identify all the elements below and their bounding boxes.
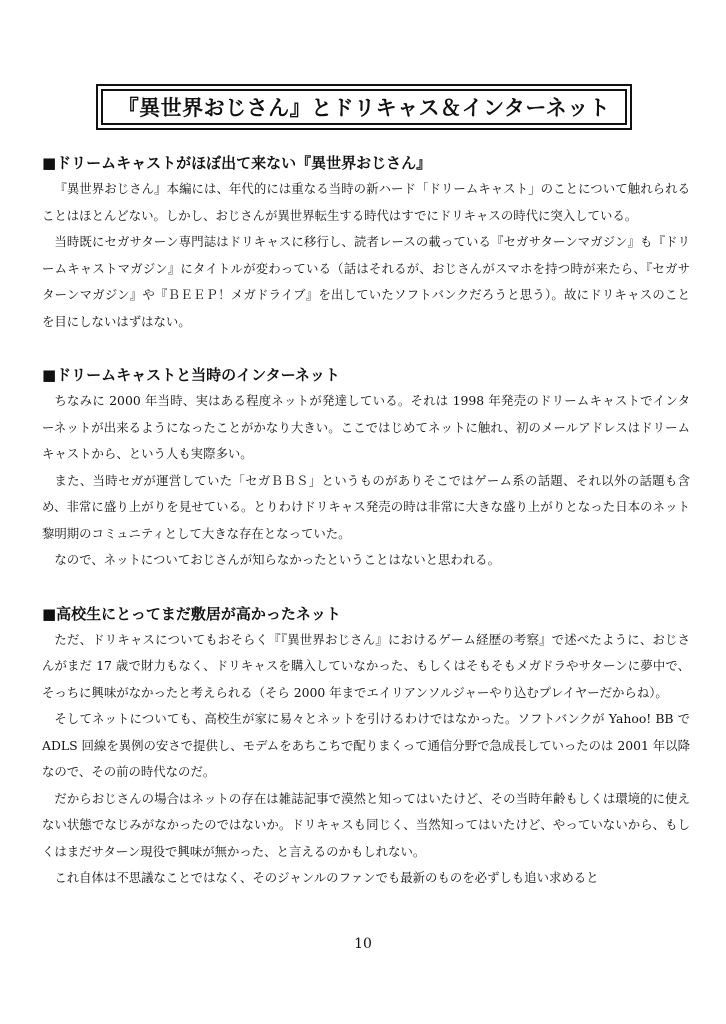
section-heading: ■ドリームキャストがほぼ出て来ない『異世界おじさん』 xyxy=(42,154,432,172)
page-title: 『異世界おじさん』とドリキャス＆インターネット xyxy=(117,95,611,120)
paragraph: 『異世界おじさん』本編には、年代的には重なる当時の新ハード「ドリームキャスト」のことについて触れられることはほとんどない。しかし、おじさんが異世界転生する時代はすでにドリキャスの時代に突入している。 xyxy=(42,181,690,223)
paragraph: これ自体は不思議なことではなく、そのジャンルのファンでも最新のものを必ずしも追い求めると xyxy=(54,870,599,885)
page-number: 10 xyxy=(354,936,372,952)
section-dreamcast-internet xyxy=(42,362,690,574)
paragraph: また、当時セガが運営していた「セガＢＢＳ」というものがありそこではゲーム系の話題、それ以外の話題も含め、非常に盛り上がりを見せている。とりわけドリキャス発売の時は非常に大きな盛り上がりとなった日本のネット黎明期のコミュニティとして大きな存在となっていた。 xyxy=(42,472,690,541)
title-inner-frame xyxy=(101,89,627,125)
section-highschool-net xyxy=(42,601,690,892)
paragraph: なので、ネットについておじさんが知らなかったということはないと思われる。 xyxy=(54,552,500,567)
section-dreamcast-absent xyxy=(42,150,690,335)
paragraph: だからおじさんの場合はネットの存在は雑誌記事で漠然と知ってはいたけど、その当時年齢もしくは環境的に使えない状態でなじみがなかったのではないか。ドリキャスも同じく、当然知ってはいたけど、やっていないから、もしくはまだサターン現役で興味が無かった、と言えるのかもしれない。 xyxy=(42,790,690,859)
paragraph: ちなみに 2000 年当時、実はある程度ネットが発達している。それは 1998 年発売のドリームキャストでインターネットが出来るようになったことがかなり大きい。ここではじめてネットに触れ、初のメールアドレスはドリームキャストから、という人も実際多い。 xyxy=(42,393,690,461)
paragraph: ただ、ドリキャスについてもおそらく『『異世界おじさん』におけるゲーム経歴の考察』で述べたように、おじさんがまだ 17 歳で財力もなく、ドリキャスを購入していなかった、もしくはそもそもメガドラやサターンに夢中で、そっちに興味がなかったと考えられる（そら 2000 年までエイリアンソルジャーやり込むプレイヤーだからね）。 xyxy=(42,631,690,700)
paragraph: そしてネットについても、高校生が家に易々とネットを引けるわけではなかった。ソフトバンクが Yahoo! BB で ADLS 回線を異例の安さで提供し、モデムをあちこちで配りまくって通信分野で急成長していったのは 2001 年以降なので、その前の時代なのだ。 xyxy=(42,711,690,779)
title-box xyxy=(96,84,632,130)
section-heading: ■高校生にとってまだ敷居が高かったネット xyxy=(42,604,341,623)
document-body xyxy=(42,150,690,919)
paragraph: 当時既にセガサターン専門誌はドリキャスに移行し、読者レースの載っている『セガサターンマガジン』も『ドリームキャストマガジン』にタイトルが変わっている（話はそれるが、おじさんがスマホを持つ時が来たら、『セガサターンマガジン』や『ＢＥＥＰ！メガドライブ』を出していたソフトバンクだろうと思う）。故にドリキャスのことを目にしないはずはない。 xyxy=(42,234,690,329)
section-heading: ■ドリームキャストと当時のインターネット xyxy=(42,366,340,384)
